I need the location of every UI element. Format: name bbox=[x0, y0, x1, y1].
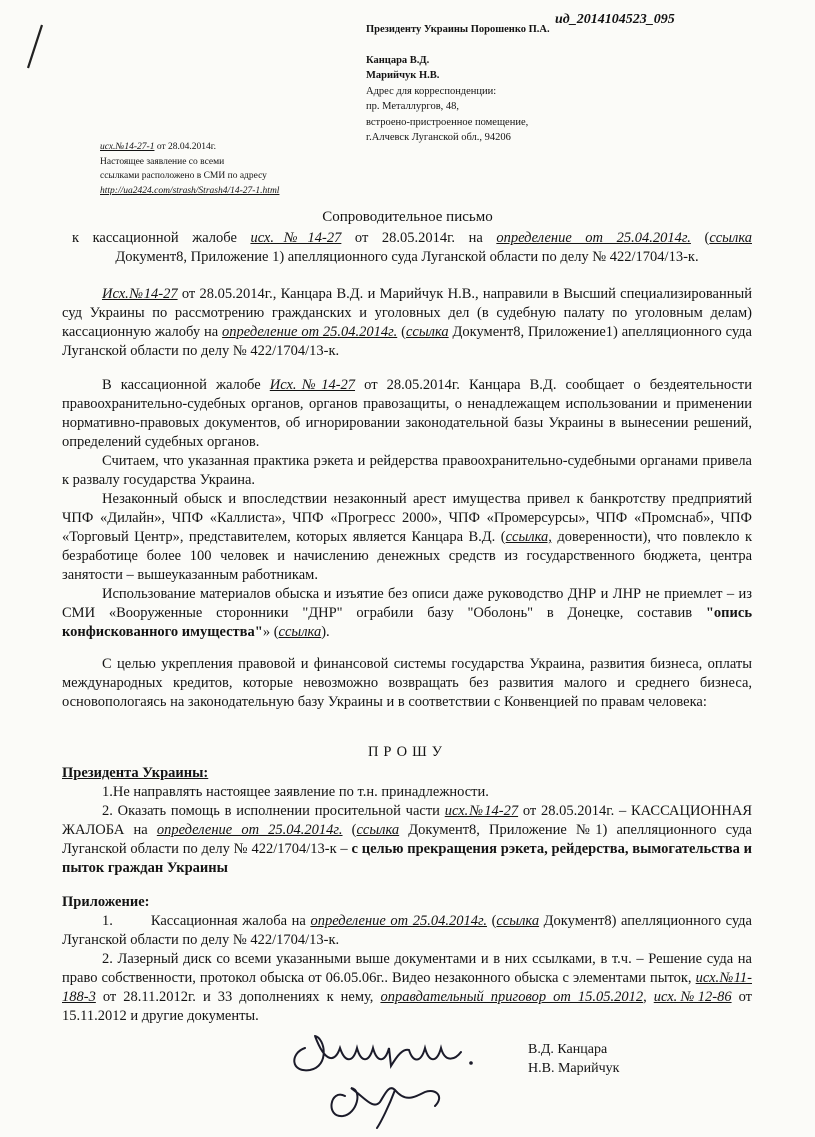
p1-text-c: Документ8, Приложение1) апелляционного суда Луганской области по делу № 422/1704/13-к. bbox=[62, 324, 752, 359]
document-id-stamp: ид_2014104523_095 bbox=[555, 12, 675, 27]
p1-ref-link[interactable]: Исх.№14-27 bbox=[102, 286, 178, 302]
paragraph-6 bbox=[62, 655, 752, 712]
p1-link[interactable]: ссылка bbox=[405, 324, 449, 340]
subtitle-text-d: Документ8, Приложение 1) апелляционного суда Луганской области по делу № 422/1704/13-к. bbox=[115, 249, 699, 265]
address-label: Адрес для корреспонденции: bbox=[366, 85, 497, 97]
p4-text-a: Незаконный обыск и впоследствии незаконный арест имущества привел к банкротству предприятий ЧПФ «Дилайн», ЧПФ «Каллиста», ЧПФ «Прогресс 2000», ЧПФ «Промерсурсы», ЧПФ «Промснаб», ЧПФ «Торговый Центр», представителем, которых является Канцара В.Д. ( bbox=[62, 491, 752, 545]
app2-verdict-link[interactable]: оправдательный приговор от 15.05.2012 bbox=[380, 989, 644, 1005]
p5-bold-quote: "опись конфискованного имущества" bbox=[62, 605, 752, 640]
app2-text-c: , bbox=[643, 989, 654, 1005]
p5-link[interactable]: ссылка bbox=[278, 624, 322, 640]
address-line-1: пр. Металлургов, 48, bbox=[366, 101, 460, 112]
subtitle-definition-link[interactable]: определение от 25.04.2014г. bbox=[496, 230, 691, 246]
p4-text-b: доверенности), что повлекло к безработице более 100 человек и начислению денежных средств из государственного бюджета, центра занятости – вышеуказанным работникам. bbox=[62, 529, 752, 583]
app1-text-b: ( bbox=[487, 913, 497, 929]
subtitle-link[interactable]: ссылка bbox=[709, 230, 752, 246]
app2-text-a: 2. Лазерный диск со всеми указанными выше документами и в них ссылками, в т.ч. – Решение суда на право собственности, протокол обыска от 06.05.06г.. Видео незаконного обыска с элементами пыток, bbox=[62, 951, 752, 986]
req2-bold: с целью прекращения рэкета, рейдерства, вымогательства и пыток граждан Украины bbox=[62, 841, 752, 876]
signatories bbox=[528, 1040, 619, 1078]
request-heading: ПРОШУ bbox=[367, 744, 448, 760]
sender-1: Канцара В.Д. bbox=[366, 54, 430, 66]
app1-definition-link[interactable]: определение от 25.04.2014г. bbox=[310, 913, 488, 929]
p1-text-b: ( bbox=[397, 324, 406, 340]
sender-2: Марийчук Н.В. bbox=[366, 70, 440, 81]
note-line-2: Настоящее заявление со всеми bbox=[100, 156, 225, 167]
req2-text-b: от 28.05.2014г. – КАССАЦИОННАЯ ЖАЛОБА на bbox=[62, 803, 753, 838]
p1-text-a: от 28.05.2014г., Канцара В.Д. и Марийчук Н.В., направили в Высший специализированный суд Украины по рассмотрению гражданских и уголовных дел (в судебную палату по уголовным делам) кассационную жалобу на bbox=[62, 286, 752, 340]
app2-text-d: от 15.11.2012 и другие документы. bbox=[62, 989, 752, 1024]
president-heading: Президента Украины: bbox=[62, 765, 209, 781]
app1-text-a: Кассационная жалоба на bbox=[150, 913, 311, 929]
appendix-2 bbox=[62, 950, 752, 1026]
request-section bbox=[62, 764, 752, 878]
subtitle-text-a: к кассационной жалобе bbox=[72, 230, 251, 246]
handwritten-signatures bbox=[285, 1018, 505, 1133]
signatory-2: Н.В. Марийчук bbox=[528, 1061, 620, 1076]
note-date: от 28.04.2014г. bbox=[154, 142, 216, 152]
p2-text-b: от 28.05.2014г. Канцара В.Д. сообщает о бездеятельности правоохранительно-судебных органов, органов правозащиты, о ненадлежащем использовании и применении нормативно-правовых документов, об игнорировании законодательной базы Украины в вынесении решений, определений судебных органов. bbox=[62, 377, 753, 450]
outgoing-note bbox=[100, 140, 279, 198]
subtitle bbox=[62, 229, 752, 267]
req2-definition-link[interactable]: определение от 25.04.2014г. bbox=[156, 822, 343, 838]
p2-ref-link[interactable]: Исх.№14-27 bbox=[269, 377, 356, 393]
p2-text-a: В кассационной жалобе bbox=[102, 377, 270, 393]
subtitle-text-c: ( bbox=[690, 230, 710, 246]
note-url-link[interactable]: http://ua2424.com/strash/Strash4/14-27-1.html bbox=[100, 185, 280, 196]
p5-text-b: » ( bbox=[262, 624, 279, 640]
p6-text: С целью укрепления правовой и финансовой системы государства Украина, развития бизнеса, оплаты международных кредитов, которые невозможно возвращать без развития малого и среднего бизнеса, основопологаясь на законодательную базу Украины и в соответствии с Конвенцией по правам человека: bbox=[62, 656, 752, 710]
p5-text-a: Использование материалов обыска и изъятие без описи даже руководство ДНР и ЛНР не приемлет – из СМИ «Вооруженные сторонники "ДНР" ограбили базу "Оболонь" в Донецке, составив bbox=[62, 586, 752, 621]
p5-text-c: ). bbox=[321, 624, 330, 640]
app2-text-b: от 28.11.2012г. и 33 дополнениях к нему, bbox=[95, 989, 381, 1005]
paragraph-4 bbox=[62, 490, 752, 585]
app1-link[interactable]: ссылка bbox=[496, 913, 540, 929]
letter-title: Сопроводительное письмо bbox=[322, 209, 493, 225]
pen-mark bbox=[20, 22, 50, 72]
paragraph-2 bbox=[62, 376, 752, 642]
appendix-heading: Приложение: bbox=[62, 894, 150, 910]
subtitle-ref-link[interactable]: исх.№14-27 bbox=[250, 230, 342, 246]
req2-text-c: ( bbox=[342, 822, 357, 838]
request-1: 1.Не направлять настоящее заявление по т.н. принадлежности. bbox=[102, 784, 489, 800]
request-2 bbox=[62, 802, 752, 878]
app1-num: 1. bbox=[102, 913, 113, 929]
address-line-2: встроено-пристроенное помещение, bbox=[366, 116, 529, 128]
signatory-1: В.Д. Канцара bbox=[528, 1042, 608, 1057]
paragraph-5 bbox=[62, 585, 752, 642]
appendix-1 bbox=[62, 912, 752, 950]
paragraph-1 bbox=[62, 285, 752, 361]
letter-header bbox=[366, 22, 550, 146]
subtitle-text-b: от 28.05.2014г. на bbox=[341, 230, 497, 246]
note-line-3: ссылками расположено в СМИ по адресу bbox=[100, 171, 267, 181]
req2-text-a: 2. Оказать помощь в исполнении просительной части bbox=[102, 803, 445, 819]
recipient: Президенту Украины Порошенко П.А. bbox=[366, 24, 550, 35]
appendix-section bbox=[62, 893, 752, 1026]
app2-ref1-link[interactable]: исх.№11-188-3 bbox=[62, 970, 752, 1005]
paragraph-3: Считаем, что указанная практика рэкета и рейдерства правоохранительно-судебными органами привела к развалу государства Украина. bbox=[62, 453, 752, 488]
address-line-3: г.Алчевск Луганской обл., 94206 bbox=[366, 132, 511, 143]
app2-ref2-link[interactable]: исх.№12-86 bbox=[653, 989, 732, 1005]
p1-definition-link[interactable]: определение от 25.04.2014г. bbox=[222, 324, 398, 340]
app1-text-c: Документ8) апелляционного суда Луганской области по делу № 422/1704/13-к. bbox=[62, 913, 752, 948]
req2-text-d: Документ8, Приложение №1) апелляционного суда Луганской области по делу № 422/1704/13-к – bbox=[62, 822, 752, 857]
req2-link[interactable]: ссылка bbox=[356, 822, 400, 838]
req2-ref-link[interactable]: исх.№14-27 bbox=[444, 803, 519, 819]
note-ref: исх.№14-27-1 bbox=[100, 142, 155, 152]
p4-link[interactable]: ссылка, bbox=[505, 529, 552, 545]
